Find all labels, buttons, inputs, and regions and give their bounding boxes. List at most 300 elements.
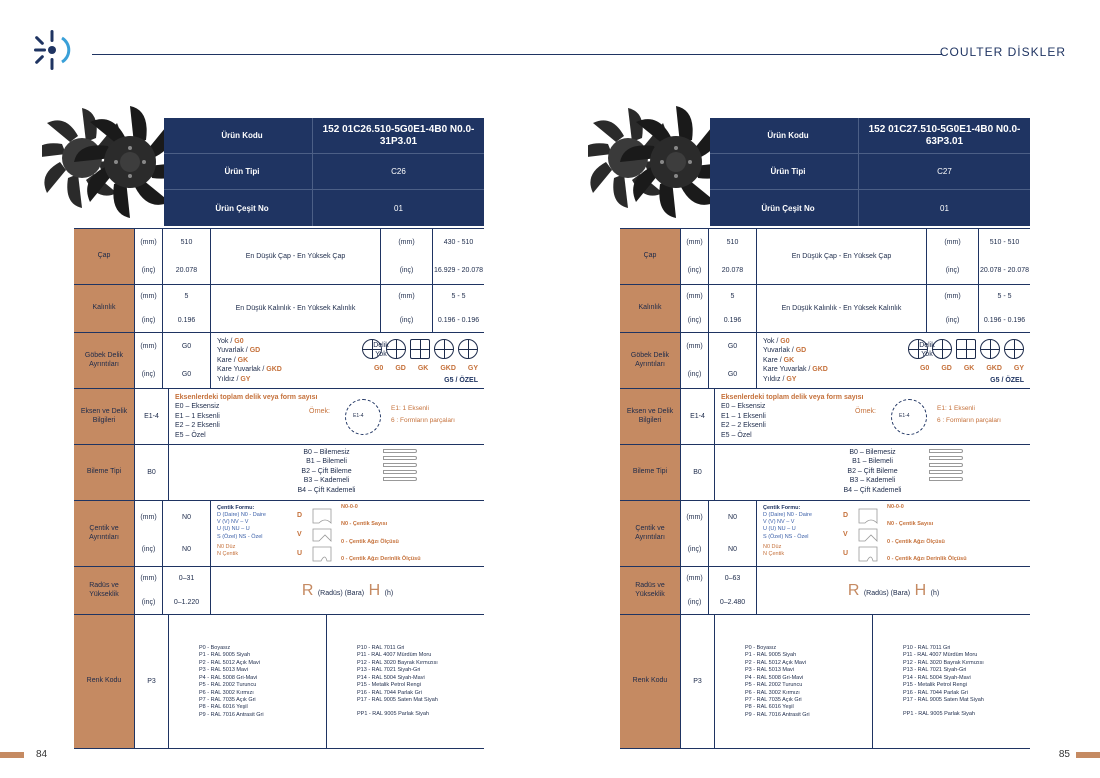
color-code-item: P16 - RAL 7044 Parlak Gri [903,689,968,696]
code-gd: GD [249,347,261,355]
row-label-kalinlik: Kalınlık [620,285,680,332]
gobek-mm: G0 [727,343,738,351]
hole-code: G0 [919,365,930,372]
row-gobek [620,333,1030,389]
centik-shape-d: D [297,512,303,519]
color-code-item: P7 - RAL 7035 Açık Gri [199,696,256,703]
hole-codes [374,364,478,373]
kal-mm: 5 [730,293,735,301]
gobek-yok: Yok / [763,338,779,345]
renk-value: P3 [680,615,714,748]
label-urun-kodu: Ürün Kodu [767,131,809,140]
cap-range-inc: 16.929 - 20.078 [433,266,484,274]
cap-mm: 510 [180,239,193,247]
color-code-item: P10 - RAL 7011 Gri [903,645,951,651]
row-bileme [74,445,484,501]
color-code-item: P13 - RAL 7021 Siyah-Gri [903,667,967,674]
kal-range-inc: 0.196 - 0.196 [983,316,1026,324]
unit-inc: (inç) [945,266,960,274]
centik-code-3: 0 - Çentik Ağzı Derinlik Ölçüsü [887,556,967,562]
row-label-kalinlik: Kalınlık [74,285,134,332]
code-gkd: GKD [812,366,828,374]
centik-form-title: Çentik Formu: [217,505,255,511]
gobek-yuvarlak: Yuvarlak / [763,347,794,355]
color-code-item: P8 - RAL 6016 Yeşil [199,704,248,711]
code-gy: GY [786,375,797,383]
bileme-option: B0 – Bilemesiz [849,449,896,456]
color-code-item: P1 - RAL 9005 Siyah [199,652,251,659]
centik-info [756,501,1030,566]
color-code-item: P7 - RAL 7035 Açık Gri [745,696,802,703]
bileme-option: B1 – Bilemeli [306,458,347,466]
kal-desc: En Düşük Kalınlık - En Yüksek Kalınlık [756,285,926,332]
bileme-options [714,445,1030,500]
unit-inc: (inç) [141,598,156,606]
unit-inc: (inç) [399,266,414,274]
centik-code-head: N0-0-0 [341,504,358,510]
color-code-item: P17 - RAL 9005 Saten Mat Siyah [357,696,438,703]
row-label-centik: Çentik ve Ayrıntıları [620,501,680,566]
row-label-radius: Radüs ve Yükseklik [620,567,680,614]
footer-accent-right [1076,752,1100,758]
eksen-line: E0 – Eksensiz [721,403,766,411]
product-page [74,100,484,754]
centik-line: V (V) NV – V [217,519,249,526]
code-gk: GK [237,356,249,364]
centik-code-2: 0 - Çentik Ağzı Ölçüsü [341,539,399,545]
delik-yok: Delik Yok [919,342,935,359]
hole-round-icon [932,339,952,359]
eksen-value: E1-4 [134,389,168,444]
eksen-info [714,389,1030,444]
ornek-label: Örnek: [855,408,877,415]
color-code-item: PP1 - RAL 9005 Parlak Siyah [357,711,429,718]
gobek-inc: G0 [727,370,738,378]
centik-mm: N0 [728,513,737,521]
bevel-icon [383,470,417,474]
centik-line: S (Özel) NS - Özel [763,533,809,540]
code-gk: GK [783,356,795,364]
hole-code: GD [395,365,406,372]
centik-line: U (U) NU – U [763,526,796,533]
color-code-item: P4 - RAL 5008 Gri-Mavi [745,674,804,681]
eksen-line: E5 – Özel [721,431,752,439]
color-code-item: PP1 - RAL 9005 Parlak Siyah [903,711,975,718]
company-logo-icon [32,28,72,72]
color-code-item [357,704,476,711]
color-code-item: P17 - RAL 9005 Saten Mat Siyah [903,696,984,703]
eksen-line: E2 – 2 Eksenli [175,422,220,430]
unit-inc: (inç) [399,316,414,324]
hole-code: GKD [440,365,456,372]
bileme-option: B3 – Kademeli [303,477,350,485]
color-code-item: P2 - RAL 5012 Açık Mavi [745,659,806,666]
hole-code: GY [1013,365,1024,372]
unit-mm: (mm) [686,293,703,301]
rh-h-label: (h) [384,589,394,597]
centik-shape-v: V [843,531,848,538]
eksen-line: E1 – 1 Eksenli [721,412,766,420]
row-label-eksen: Eksen ve Delik Bilgileri [74,389,134,444]
centik-duz: N0 Düz [763,543,782,550]
axis-badge: E1-4 [899,413,910,419]
bevel-icon [929,470,963,474]
eksen-line: E1 – 1 Eksenli [175,412,220,420]
row-label-bileme: Bileme Tipi [74,445,134,500]
row-bileme [620,445,1030,501]
unit-mm: (mm) [944,293,961,301]
cap-inc: 20.078 [721,266,744,274]
code-g0: G0 [780,338,790,345]
code-gd: GD [795,347,807,355]
product-variant: 01 [312,190,484,226]
gobek-yildiz: Yıldız / [217,375,239,383]
centik-line: D (Daire) N0 - Daire [217,512,266,519]
row-gobek [74,333,484,389]
color-code-item: P0 - Boyasız [199,645,231,651]
unit-inc: (inç) [141,266,156,274]
gobek-kare-yuvarlak: Kare Yuvarlak / [763,366,811,374]
product-header [164,118,484,226]
row-label-cap: Çap [620,229,680,284]
unit-inc: (inç) [141,546,156,554]
bileme-option: B0 – Bilemesiz [303,449,350,456]
centik-line: S (Özel) NS - Özel [217,533,263,540]
color-list [714,615,1030,748]
hole-star-icon [1004,339,1024,359]
kal-range-mm: 5 - 5 [997,293,1012,301]
product-type: C27 [858,154,1030,189]
unit-mm: (mm) [140,575,157,583]
rh-r: R [847,581,860,599]
row-eksen [620,389,1030,445]
page-number-left: 84 [36,749,48,760]
code-gkd: GKD [266,366,282,374]
hole-code: GK [963,365,975,372]
eksen-title: Eksenlerdeki toplam delik veya form sayısı [721,394,864,401]
label-urun-cesit: Ürün Çeşit No [761,203,815,213]
centik-code-2: 0 - Çentik Ağzı Ölçüsü [887,539,945,545]
hole-square-icon [410,339,430,359]
gobek-options [756,333,1030,388]
centik-inc: N0 [182,546,191,554]
bevel-icon [929,477,963,481]
hole-square-round-icon [434,339,454,359]
gobek-yuvarlak: Yuvarlak / [217,347,248,355]
cap-desc: En Düşük Çap - En Yüksek Çap [756,229,926,284]
centik-code-3: 0 - Çentik Ağzı Derinlik Ölçüsü [341,556,421,562]
color-code-item: P9 - RAL 7016 Antrasit Gri [745,711,810,718]
page-number-right: 85 [1058,749,1070,760]
product-type: C26 [312,154,484,189]
row-eksen [74,389,484,445]
bileme-option: B3 – Kademeli [849,477,896,485]
centik-inc: N0 [728,546,737,554]
eksen-line: E0 – Eksensiz [175,403,220,411]
radius-inc: 0–1.220 [173,598,200,606]
bevel-icon [929,456,963,460]
label-urun-tipi: Ürün Tipi [224,167,260,176]
product-variant: 01 [858,190,1030,226]
row-label-renk: Renk Kodu [620,615,680,748]
hole-codes [920,364,1024,373]
color-code-item: P5 - RAL 2002 Turuncu [745,682,803,689]
hole-code: GD [941,365,952,372]
hole-none-icon [362,339,382,359]
kal-mm: 5 [184,293,189,301]
centik-info [210,501,484,566]
kal-inc: 0.196 [177,316,196,324]
bileme-options [168,445,484,500]
gobek-kare-yuvarlak: Kare Yuvarlak / [217,366,265,374]
centik-line: V (V) NV – V [763,519,795,526]
unit-mm: (mm) [686,239,703,247]
color-col-1 [715,615,872,748]
bevel-icon [383,477,417,481]
eksen-line: E5 – Özel [175,431,206,439]
centik-code-head: N0-0-0 [887,504,904,510]
row-centik [620,501,1030,567]
color-code-item: P13 - RAL 7021 Siyah-Gri [357,667,421,674]
kal-range-mm: 5 - 5 [451,293,466,301]
centik-n: N Çentik [763,550,785,557]
radius-mm: 0–63 [724,575,741,583]
gobek-options [210,333,484,388]
eksen-legend-1: E1: 1 Eksenli [391,405,429,412]
color-list [168,615,484,748]
color-code-item: P6 - RAL 3002 Kırmızı [745,689,800,696]
cap-range-mm: 510 - 510 [989,239,1020,247]
row-label-gobek: Göbek Delik Ayrıntıları [74,333,134,388]
color-code-item: P9 - RAL 7016 Antrasit Gri [199,711,264,718]
spec-table [620,228,1030,749]
centik-code-1: N0 - Çentik Sayısı [887,521,934,527]
notch-shapes-icon [857,507,879,563]
eksen-line: E2 – 2 Eksenli [721,422,766,430]
unit-mm: (mm) [140,343,157,351]
hole-icons [908,339,1024,359]
row-label-radius: Radüs ve Yükseklik [74,567,134,614]
bileme-option: B4 – Çift Kademeli [843,486,902,494]
bevel-icon [929,463,963,467]
kal-inc: 0.196 [723,316,742,324]
cap-range-mm: 430 - 510 [443,239,474,247]
hole-star-icon [458,339,478,359]
row-label-bileme: Bileme Tipi [620,445,680,500]
eksen-value: E1-4 [680,389,714,444]
label-urun-tipi: Ürün Tipi [770,167,806,176]
bileme-option: B1 – Bilemeli [852,458,893,466]
gobek-special: G5 / ÖZEL [444,376,478,384]
row-cap [620,229,1030,285]
color-code-item: P5 - RAL 2002 Turuncu [199,682,257,689]
bevel-icon [929,449,963,453]
gobek-special: G5 / ÖZEL [990,376,1024,384]
unit-inc: (inç) [141,316,156,324]
gobek-mm: G0 [181,343,192,351]
unit-mm: (mm) [140,293,157,301]
gobek-kare: Kare / [763,356,782,364]
radius-inc: 0–2.480 [719,598,746,606]
section-title: COULTER DİSKLER [939,45,1066,59]
bevel-icon [383,456,417,460]
code-gy: GY [240,375,251,383]
color-code-item: P16 - RAL 7044 Parlak Gri [357,689,422,696]
row-label-gobek: Göbek Delik Ayrıntıları [620,333,680,388]
product-code: 152 01C27.510-5G0E1-4B0 N0.0-63P3.01 [858,118,1030,153]
hole-code: GK [417,365,429,372]
code-g0: G0 [234,338,244,345]
rh-r: R [301,581,314,599]
rh-r-label: (Radüs) (Bara) [317,589,365,597]
color-code-item: P11 - RAL 4007 Mürdüm Moru [903,652,978,659]
color-col-2 [872,615,1030,748]
product-code: 152 01C26.510-5G0E1-4B0 N0.0-31P3.01 [312,118,484,153]
centik-shape-v: V [297,531,302,538]
color-code-item: P3 - RAL 5013 Mavi [745,667,795,674]
rh-h: H [368,581,381,599]
hole-code: GKD [986,365,1002,372]
eksen-info [168,389,484,444]
eksen-legend-1: E1: 1 Eksenli [937,405,975,412]
rh-h: H [914,581,927,599]
gobek-yildiz: Yıldız / [763,375,785,383]
color-code-item: P1 - RAL 9005 Siyah [745,652,797,659]
radius-mm: 0–31 [178,575,195,583]
gobek-inc: G0 [181,370,192,378]
product-page [620,100,1030,754]
unit-mm: (mm) [398,293,415,301]
color-code-item: P6 - RAL 3002 Kırmızı [199,689,254,696]
color-code-item: P12 - RAL 3020 Bayrak Kırmızısı [357,659,438,666]
row-renk [74,615,484,749]
unit-inc: (inç) [687,546,702,554]
color-code-item: P0 - Boyasız [745,645,777,651]
row-radius [620,567,1030,615]
color-code-item: P15 - Metalik Petrol Rengi [357,682,421,689]
bevel-icons [929,449,963,481]
bevel-icon [383,463,417,467]
row-radius [74,567,484,615]
axis-badge: E1-4 [353,413,364,419]
unit-mm: (mm) [686,575,703,583]
eksen-title: Eksenlerdeki toplam delik veya form sayısı [175,394,318,401]
coulter-disc-image [42,100,184,228]
kal-range-inc: 0.196 - 0.196 [437,316,480,324]
unit-inc: (inç) [945,316,960,324]
rh-legend [756,567,1030,614]
unit-inc: (inç) [687,316,702,324]
eksen-legend-2: 6 : Formların parçaları [937,417,1001,424]
color-code-item: P14 - RAL 5004 Siyah-Mavi [903,674,971,681]
row-label-renk: Renk Kodu [74,615,134,748]
bevel-icon [383,449,417,453]
hole-code: G0 [373,365,384,372]
centik-n: N Çentik [217,550,239,557]
rh-r-label: (Radüs) (Bara) [863,589,911,597]
centik-shape-u: U [297,550,303,557]
row-kalinlik [74,285,484,333]
unit-inc: (inç) [687,598,702,606]
notch-shapes-icon [311,507,333,563]
centik-form-title: Çentik Formu: [763,505,801,511]
cap-desc: En Düşük Çap - En Yüksek Çap [210,229,380,284]
centik-mm: N0 [182,513,191,521]
rh-h-label: (h) [930,589,940,597]
color-code-item: P11 - RAL 4007 Mürdüm Moru [357,652,432,659]
bevel-icons [383,449,417,481]
label-urun-kodu: Ürün Kodu [221,131,263,140]
kal-desc: En Düşük Kalınlık - En Yüksek Kalınlık [210,285,380,332]
unit-mm: (mm) [686,513,703,521]
color-col-2 [326,615,484,748]
coulter-disc-image [588,100,730,228]
row-kalinlik [620,285,1030,333]
color-code-item: P2 - RAL 5012 Açık Mavi [199,659,260,666]
renk-value: P3 [134,615,168,748]
centik-shape-d: D [843,512,849,519]
color-code-item [903,704,1022,711]
hole-none-icon [908,339,928,359]
color-code-item: P12 - RAL 3020 Bayrak Kırmızısı [903,659,984,666]
rh-legend [210,567,484,614]
gobek-yok: Yok / [217,338,233,345]
color-code-item: P8 - RAL 6016 Yeşil [745,704,794,711]
hole-round-icon [386,339,406,359]
centik-duz: N0 Düz [217,543,236,550]
unit-mm: (mm) [140,513,157,521]
bileme-option: B2 – Çift Bileme [847,467,898,475]
row-label-cap: Çap [74,229,134,284]
color-code-item: P4 - RAL 5008 Gri-Mavi [199,674,258,681]
bileme-option: B2 – Çift Bileme [301,467,352,475]
hole-square-icon [956,339,976,359]
color-code-item: P3 - RAL 5013 Mavi [199,667,249,674]
bileme-option: B4 – Çift Kademeli [297,486,356,494]
unit-mm: (mm) [140,239,157,247]
color-code-item: P10 - RAL 7011 Gri [357,645,405,651]
gobek-kare: Kare / [217,356,236,364]
cap-mm: 510 [726,239,739,247]
centik-line: U (U) NU – U [217,526,250,533]
centik-shape-u: U [843,550,849,557]
color-col-1 [169,615,326,748]
unit-mm: (mm) [686,343,703,351]
row-label-eksen: Eksen ve Delik Bilgileri [620,389,680,444]
bileme-value: B0 [134,445,168,500]
cap-inc: 20.078 [175,266,198,274]
unit-inc: (inç) [687,266,702,274]
unit-mm: (mm) [944,239,961,247]
bileme-value: B0 [680,445,714,500]
row-centik [74,501,484,567]
row-cap [74,229,484,285]
product-header [710,118,1030,226]
hole-code: GY [467,365,478,372]
eksen-legend-2: 6 : Formların parçaları [391,417,455,424]
row-renk [620,615,1030,749]
hole-square-round-icon [980,339,1000,359]
centik-code-1: N0 - Çentik Sayısı [341,521,388,527]
cap-range-inc: 20.078 - 20.078 [979,266,1030,274]
row-label-centik: Çentik ve Ayrıntıları [74,501,134,566]
label-urun-cesit: Ürün Çeşit No [215,203,269,213]
unit-inc: (inç) [687,370,702,378]
color-code-item: P15 - Metalik Petrol Rengi [903,682,967,689]
footer-accent-left [0,752,24,758]
unit-mm: (mm) [398,239,415,247]
unit-inc: (inç) [141,370,156,378]
